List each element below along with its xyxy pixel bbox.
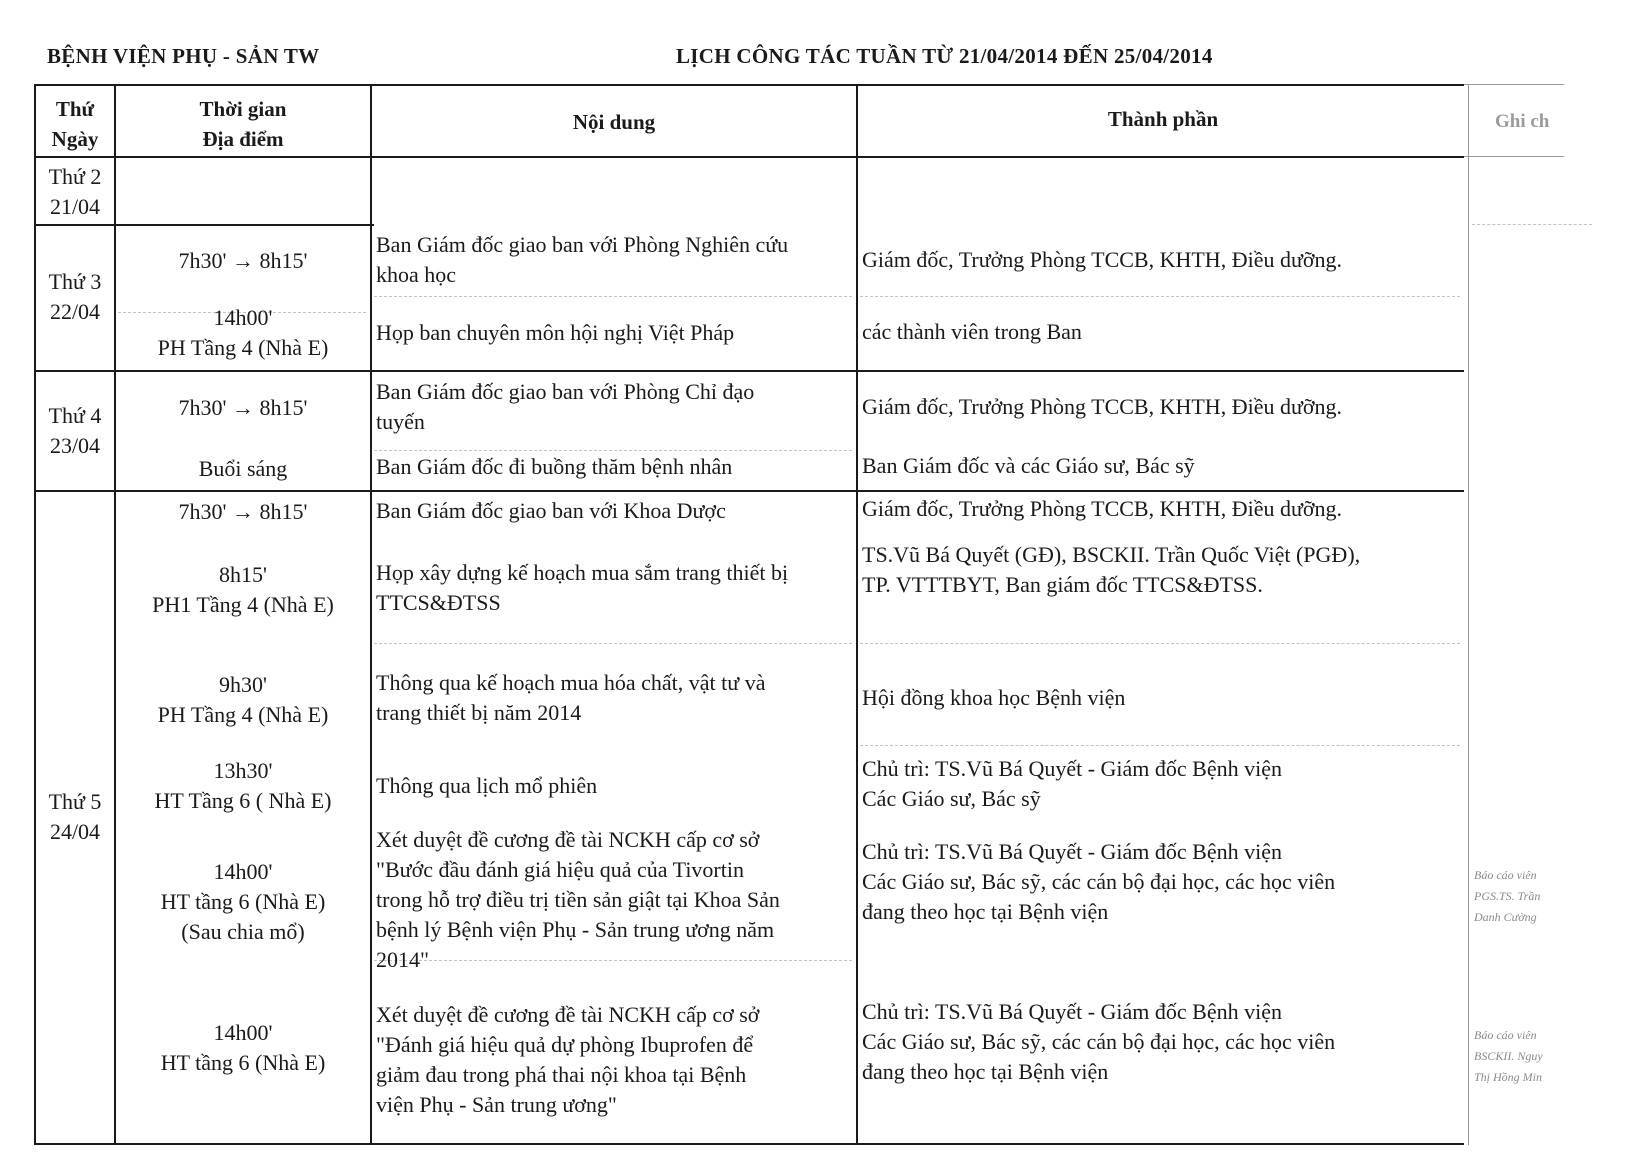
content-cell: Xét duyệt đề cương đề tài NCKH cấp cơ sở "Đánh giá hiệu quả dự phòng Ibuprofen để giảm đau trong phá thai nội khoa tại Bệnh viện Phụ - Sản trung ương" — [376, 1002, 760, 1117]
content-cell: Ban Giám đốc giao ban với Phòng Chỉ đạo tuyến — [376, 379, 755, 434]
time-cell: 14h00' HT tầng 6 (Nhà E) — [160, 1020, 326, 1075]
column-header-time: Thời gian Địa điểm — [199, 97, 287, 151]
dotted-rule — [374, 450, 852, 451]
content-cell: Ban Giám đốc giao ban với Phòng Nghiên cứu khoa học — [376, 232, 789, 287]
header-bottom-border — [34, 156, 1464, 158]
dotted-rule — [860, 643, 1460, 644]
time-cell: 9h30' PH Tầng 4 (Nhà E) — [157, 672, 329, 727]
participants-cell: Hội đồng khoa học Bệnh viện — [862, 685, 1126, 710]
note-cell: Báo cáo viên BSCKII. Nguy Thị Hồng Min — [1474, 1028, 1543, 1084]
column-header-participants: Thành phần — [1107, 107, 1219, 131]
participants-cell: Chủ trì: TS.Vũ Bá Quyết - Giám đốc Bệnh viện Các Giáo sư, Bác sỹ, các cán bộ đại học, các học viên đang theo học tại Bệnh viện — [862, 999, 1336, 1084]
participants-cell: Giám đốc, Trưởng Phòng TCCB, KHTH, Điều dưỡng. — [862, 247, 1343, 272]
table-bottom-border — [34, 1143, 1464, 1145]
table-top-border — [34, 84, 1464, 86]
table-left-border — [34, 84, 36, 1145]
time-cell: 14h00' PH Tầng 4 (Nhà E) — [157, 305, 329, 360]
dotted-rule — [860, 745, 1460, 746]
header-bottom-border-faded — [1464, 156, 1564, 157]
time-cell: Buổi sáng — [198, 456, 288, 481]
schedule-title: LỊCH CÔNG TÁC TUẦN TỪ 21/04/2014 ĐẾN 25/04/2014 — [676, 44, 1213, 68]
day-cell: Thứ 2 21/04 — [48, 164, 102, 219]
dotted-rule — [1472, 224, 1592, 225]
participants-cell: Chủ trì: TS.Vũ Bá Quyết - Giám đốc Bệnh viện Các Giáo sư, Bác sỹ, các cán bộ đại học, các học viên đang theo học tại Bệnh viện — [862, 839, 1336, 924]
time-cell: 7h30' → 8h15' — [178, 248, 308, 273]
participants-cell: Ban Giám đốc và các Giáo sư, Bác sỹ — [862, 453, 1195, 478]
time-cell: 7h30' → 8h15' — [178, 395, 308, 420]
dotted-rule — [374, 643, 852, 644]
dotted-rule — [860, 296, 1460, 297]
content-cell: Thông qua kế hoạch mua hóa chất, vật tư và trang thiết bị năm 2014 — [376, 670, 766, 725]
note-cell: Báo cáo viên PGS.TS. Trần Danh Cường — [1474, 868, 1541, 924]
content-cell: Họp ban chuyên môn hội nghị Việt Pháp — [376, 320, 735, 345]
participants-cell: TS.Vũ Bá Quyết (GĐ), BSCKII. Trần Quốc Việt (PGĐ), TP. VTTTBYT, Ban giám đốc TTCS&ĐTSS. — [862, 542, 1361, 597]
day-cell: Thứ 4 23/04 — [48, 403, 102, 458]
hospital-name: BỆNH VIỆN PHỤ - SẢN TW — [47, 44, 320, 68]
participants-cell: các thành viên trong Ban — [862, 319, 1082, 344]
column-header-notes: Ghi ch — [1495, 111, 1550, 132]
column-header-content: Nội dung — [572, 110, 656, 134]
time-cell: 14h00' HT tầng 6 (Nhà E) (Sau chia mổ) — [160, 859, 326, 944]
time-cell: 7h30' → 8h15' — [178, 499, 308, 524]
participants-cell: Giám đốc, Trưởng Phòng TCCB, KHTH, Điều dưỡng. — [862, 394, 1343, 419]
day-cell: Thứ 5 24/04 — [48, 789, 102, 844]
col-divider-time — [370, 84, 372, 1145]
time-cell: 8h15' PH1 Tầng 4 (Nhà E) — [152, 562, 334, 617]
day-cell: Thứ 3 22/04 — [48, 269, 102, 324]
table-top-border-faded — [1464, 84, 1564, 85]
content-cell: Xét duyệt đề cương đề tài NCKH cấp cơ sở "Bước đầu đánh giá hiệu quả của Tivortin trong hỗ trợ điều trị tiền sản giật tại Khoa Sản bệnh lý Bệnh viện Phụ - Sản trung ương năm 2014" — [376, 827, 780, 972]
row-divider-mon — [34, 224, 374, 226]
dotted-rule — [374, 296, 852, 297]
row-divider-wed — [34, 490, 1464, 492]
content-cell: Họp xây dựng kế hoạch mua sắm trang thiết bị TTCS&ĐTSS — [376, 560, 789, 615]
col-divider-content — [856, 84, 858, 1145]
participants-cell: Giám đốc, Trưởng Phòng TCCB, KHTH, Điều dưỡng. — [862, 496, 1343, 521]
content-cell: Ban Giám đốc giao ban với Khoa Dược — [376, 498, 726, 523]
participants-cell: Chủ trì: TS.Vũ Bá Quyết - Giám đốc Bệnh viện Các Giáo sư, Bác sỹ — [862, 756, 1282, 811]
row-divider-tue — [34, 370, 1464, 372]
content-cell: Thông qua lịch mổ phiên — [376, 773, 598, 798]
time-cell: 13h30' HT Tầng 6 ( Nhà E) — [154, 758, 332, 813]
col-divider-participants — [1468, 84, 1469, 1145]
column-header-day: Thứ Ngày — [51, 97, 99, 151]
content-cell: Ban Giám đốc đi buồng thăm bệnh nhân — [376, 454, 733, 479]
